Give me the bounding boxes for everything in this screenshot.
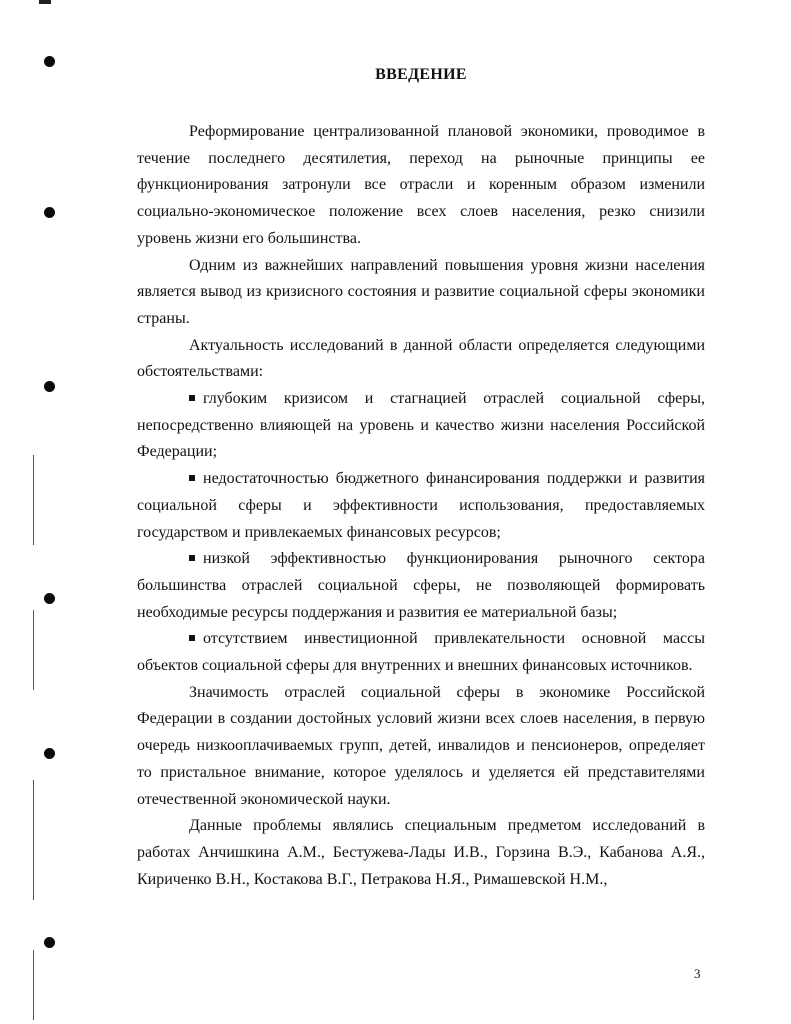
punch-hole — [44, 56, 55, 67]
scan-edge-line — [33, 780, 34, 900]
bullet-square-icon — [189, 475, 195, 481]
bullet-item — [137, 626, 705, 679]
section-title: ВВЕДЕНИЕ — [375, 66, 467, 83]
bullet-item — [137, 546, 705, 626]
bullet-text: недостаточностью бюджетного финансирования поддержки и развития социальной сферы и эффективности использования, предоставляемых государством и привлекаемых финансовых ресурсов; — [137, 470, 705, 541]
punch-hole — [44, 593, 55, 604]
paragraph: Одним из важнейших направлений повышения уровня жизни населения является вывод из кризисного состояния и развитие социальной сферы экономики страны. — [137, 256, 705, 327]
bullet-square-icon — [189, 635, 195, 641]
bullet-text: низкой эффективностью функционирования рыночного сектора большинства отраслей социальной сферы, не позволяющей формировать необходимые ресурсы поддержания и развития ее материальной базы; — [137, 550, 705, 621]
bullet-text: глубоким кризисом и стагнацией отраслей социальной сферы, непосредственно влияющей на уровень и качество жизни населения Российской Федерации; — [137, 390, 705, 461]
paragraph: Данные проблемы являлись специальным предметом исследований в работах Анчишкина А.М., Бестужева-Лады И.В., Горзина В.Э., Кабанова А.Я., Кириченко В.Н., Костакова В.Г., Петракова Н.Я., Римашевской Н.М., — [137, 817, 705, 888]
punch-hole — [44, 937, 55, 948]
punch-hole — [44, 207, 55, 218]
paragraph: Актуальность исследований в данной области определяется следующими обстоятельствами: — [137, 336, 705, 381]
scan-edge-line — [33, 610, 34, 690]
scan-edge-mark — [39, 0, 51, 4]
punch-hole — [44, 381, 55, 392]
bullet-text: отсутствием инвестиционной привлекательности основной массы объектов социальной сферы для внутренних и внешних финансовых источников. — [137, 630, 705, 675]
paragraph: Значимость отраслей социальной сферы в экономике Российской Федерации в создании достойных условий жизни всех слоев населения, в первую очередь низкооплачиваемых групп, детей, инвалидов и пенсионеров, определяет то пристальное внимание, которое уделялось и уделяется ей представителями отечественной экономической науки. — [137, 683, 705, 808]
bullet-item — [137, 386, 705, 466]
page-number: 3 — [694, 966, 701, 981]
punch-hole — [44, 748, 55, 759]
bullet-square-icon — [189, 395, 195, 401]
scan-edge-line — [33, 455, 34, 545]
scan-edge-line — [33, 950, 34, 1020]
body-text — [137, 119, 705, 893]
bullet-square-icon — [189, 555, 195, 561]
bullet-item — [137, 466, 705, 546]
paragraph: Реформирование централизованной плановой экономики, проводимое в течение последнего десятилетия, переход на рыночные принципы ее функционирования затронули все отрасли и коренным образом изменили социально-экономическое положение всех слоев населения, резко снизили уровень жизни его большинства. — [137, 123, 705, 247]
